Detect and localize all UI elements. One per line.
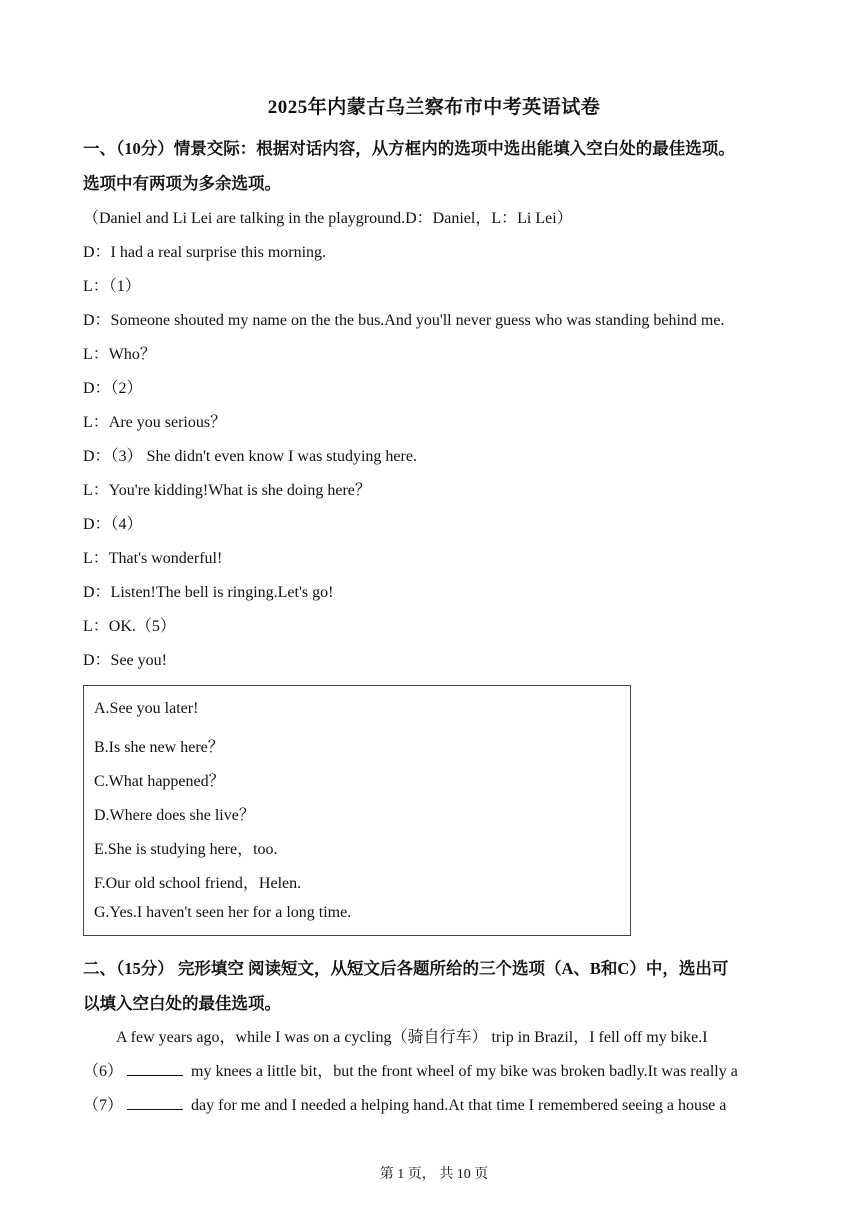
dialogue-line: D：Someone shouted my name on the the bus.And you'll never guess who was standing behind me. (83, 312, 725, 329)
blank-number: （6） (83, 1063, 124, 1080)
option-item: D.Where does she live？ (94, 807, 255, 824)
dialogue-intro: （Daniel and Li Lei are talking in the playground.D：Daniel，L：Li Lei） (83, 210, 573, 227)
passage-text: day for me and I needed a helping hand.At that time I remembered seeing a house a (191, 1097, 727, 1114)
passage-line (83, 1058, 738, 1081)
blank-number: （7） (83, 1097, 124, 1114)
dialogue-line: L：Are you serious？ (83, 414, 227, 431)
option-item: C.What happened？ (94, 773, 225, 790)
dialogue-line: L：Who？ (83, 346, 156, 363)
dialogue-line: D：I had a real surprise this morning. (83, 244, 327, 261)
dialogue-line: D：（2） (83, 380, 143, 397)
dialogue-line: L：OK.（5） (83, 618, 176, 635)
dialogue-line: D：（4） (83, 516, 143, 533)
passage-line: A few years ago，while I was on a cycling（骑自行车） trip in Brazil，I fell off my bike.I (116, 1029, 708, 1046)
option-item: G.Yes.I haven't seen her for a long time. (94, 904, 352, 921)
page-footer: 第 1 页， 共 10 页 (379, 1167, 489, 1182)
options-box (83, 685, 631, 936)
dialogue-line: L：You're kidding!What is she doing here？ (83, 482, 371, 499)
answer-blank (127, 1061, 183, 1076)
option-item: E.She is studying here，too. (94, 841, 278, 858)
option-item: F.Our old school friend，Helen. (94, 875, 302, 892)
section2-heading-line2: 以填入空白处的最佳选项。 (83, 994, 281, 1013)
passage-text: my knees a little bit，but the front wheel of my bike was broken badly.It was really a (191, 1063, 738, 1080)
dialogue-line: D：Listen!The bell is ringing.Let's go! (83, 584, 334, 601)
section1-heading-line1: 一、（10分）情景交际：根据对话内容，从方框内的选项中选出能填入空白处的最佳选项。 (83, 139, 735, 158)
answer-blank (127, 1095, 183, 1110)
section2-heading-line1: 二、（15分） 完形填空 阅读短文，从短文后各题所给的三个选项（A、B和C）中，选出可 (83, 959, 729, 978)
dialogue-line: L：That's wonderful! (83, 550, 223, 567)
page-title: 2025年内蒙古乌兰察布市中考英语试卷 (267, 97, 601, 118)
option-item: A.See you later! (94, 700, 199, 717)
passage-line (83, 1092, 726, 1115)
section1-heading-line2: 选项中有两项为多余选项。 (83, 174, 281, 193)
dialogue-line: L：（1） (83, 278, 141, 295)
option-item: B.Is she new here？ (94, 739, 224, 756)
dialogue-line: D：（3） She didn't even know I was studying here. (83, 448, 417, 465)
dialogue-line: D：See you! (83, 652, 167, 669)
